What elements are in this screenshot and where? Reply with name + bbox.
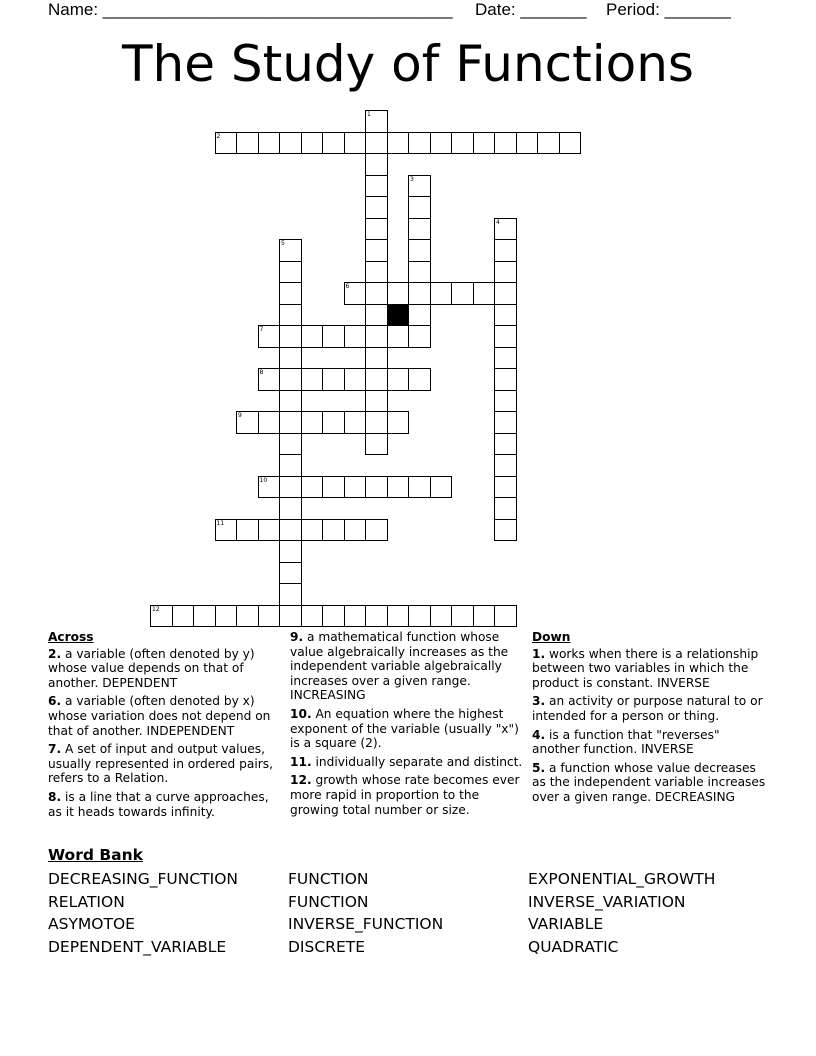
word-bank-item: QUADRATIC bbox=[528, 938, 619, 957]
across-clues-continued bbox=[290, 630, 525, 821]
clue-across-12: 12. growth whose rate becomes ever more rapid in proportion to the growing total number or size. bbox=[290, 773, 520, 817]
grid-cell[interactable] bbox=[387, 368, 410, 391]
grid-cell[interactable] bbox=[430, 132, 453, 155]
grid-cell[interactable] bbox=[365, 175, 388, 198]
clue-number: 10 bbox=[259, 476, 268, 484]
clue-number: 6 bbox=[345, 283, 350, 290]
grid-cell[interactable] bbox=[494, 454, 517, 477]
grid-cell[interactable] bbox=[279, 605, 302, 628]
grid-cell[interactable] bbox=[537, 132, 560, 155]
grid-cell[interactable] bbox=[365, 132, 388, 155]
puzzle-title: The Study of Functions bbox=[122, 35, 694, 93]
grid-cell[interactable] bbox=[193, 605, 216, 628]
grid-cell[interactable] bbox=[279, 325, 302, 348]
grid-cell[interactable] bbox=[430, 476, 453, 499]
grid-cell[interactable] bbox=[279, 261, 302, 284]
date-field[interactable]: Date: _______ bbox=[475, 0, 587, 19]
clue-number: 11 bbox=[216, 519, 225, 527]
grid-cell[interactable] bbox=[408, 196, 431, 219]
grid-cell[interactable] bbox=[451, 605, 474, 628]
clue-down-3: 3. an activity or purpose natural to or intended for a person or thing. bbox=[532, 694, 763, 723]
clue-number: 2 bbox=[216, 132, 221, 140]
clue-down-5: 5. a function whose value decreases as the independent variable increases over a given range. DECREASING bbox=[532, 760, 766, 804]
grid-cell[interactable] bbox=[494, 218, 517, 241]
grid-cell[interactable] bbox=[408, 218, 431, 241]
grid-cell[interactable] bbox=[279, 433, 302, 456]
grid-cell[interactable] bbox=[215, 605, 238, 628]
grid-cell[interactable] bbox=[473, 605, 496, 628]
grid-cell[interactable] bbox=[365, 347, 388, 370]
grid-cell[interactable] bbox=[494, 368, 517, 391]
grid-cell[interactable] bbox=[408, 132, 431, 155]
grid-cell[interactable] bbox=[279, 304, 302, 327]
word-bank-item: DEPENDENT_VARIABLE bbox=[48, 938, 227, 957]
clue-number: 9 bbox=[238, 412, 242, 419]
grid-cell[interactable] bbox=[344, 368, 367, 391]
grid-cell[interactable] bbox=[344, 476, 367, 499]
grid-cell[interactable] bbox=[408, 605, 431, 628]
grid-cell[interactable] bbox=[494, 390, 517, 413]
grid-cell[interactable] bbox=[301, 132, 324, 155]
grid-cell[interactable] bbox=[494, 239, 517, 262]
grid-cell[interactable] bbox=[322, 368, 345, 391]
grid-cell[interactable] bbox=[258, 325, 281, 348]
clue-across-2: 2. a variable (often denoted by y) whose value depends on that of another. DEPENDENT bbox=[48, 646, 255, 690]
grid-cell[interactable] bbox=[451, 282, 474, 305]
word-bank-item: VARIABLE bbox=[528, 915, 604, 934]
word-bank-item: INVERSE_VARIATION bbox=[528, 892, 686, 911]
grid-cell[interactable] bbox=[365, 196, 388, 219]
grid-cell[interactable] bbox=[322, 476, 345, 499]
grid-cell[interactable] bbox=[365, 110, 388, 133]
word-bank-item: FUNCTION bbox=[288, 892, 369, 911]
clue-across-7: 7. A set of input and output values, usually represented in ordered pairs, refers to a Relation. bbox=[48, 742, 273, 786]
grid-cell[interactable] bbox=[279, 476, 302, 499]
grid-cell[interactable] bbox=[473, 282, 496, 305]
grid-cell[interactable] bbox=[408, 325, 431, 348]
grid-cell[interactable] bbox=[365, 153, 388, 176]
grid-cell[interactable] bbox=[365, 476, 388, 499]
grid-cell[interactable] bbox=[494, 325, 517, 348]
grid-cell[interactable] bbox=[258, 411, 281, 434]
grid-cell[interactable] bbox=[494, 411, 517, 434]
grid-cell[interactable] bbox=[279, 583, 302, 606]
grid-cell[interactable] bbox=[301, 368, 324, 391]
down-heading: Down bbox=[532, 630, 571, 644]
grid-cell[interactable] bbox=[408, 476, 431, 499]
grid-cell[interactable] bbox=[387, 605, 410, 628]
word-bank-item: EXPONENTIAL_GROWTH bbox=[528, 870, 716, 888]
grid-cell[interactable] bbox=[344, 605, 367, 628]
grid-cell[interactable] bbox=[279, 390, 302, 413]
grid-cell[interactable] bbox=[494, 282, 517, 305]
grid-cell[interactable] bbox=[408, 368, 431, 391]
grid-cell[interactable] bbox=[301, 605, 324, 628]
grid-cell[interactable] bbox=[494, 605, 517, 628]
grid-cell[interactable] bbox=[344, 132, 367, 155]
grid-cell[interactable] bbox=[236, 411, 259, 434]
grid-cell[interactable] bbox=[451, 132, 474, 155]
grid-cell[interactable] bbox=[365, 304, 388, 327]
grid-cell[interactable] bbox=[494, 347, 517, 370]
grid-cell[interactable] bbox=[301, 519, 324, 542]
clue-across-9: 9. a mathematical function whose value algebraically increases as the independent variable algebraically increases over a given range. INCREASING bbox=[290, 630, 509, 703]
grid-cell[interactable] bbox=[322, 519, 345, 542]
grid-cell[interactable] bbox=[408, 282, 431, 305]
grid-cell[interactable] bbox=[279, 347, 302, 370]
grid-cell[interactable] bbox=[279, 368, 302, 391]
grid-cell[interactable] bbox=[365, 325, 388, 348]
grid-cell[interactable] bbox=[408, 261, 431, 284]
grid-cell[interactable] bbox=[387, 476, 410, 499]
grid-cell[interactable] bbox=[322, 132, 345, 155]
clue-across-6: 6. a variable (often denoted by x) whose variation does not depend on that of another. INDEPENDENT bbox=[48, 694, 271, 738]
word-bank-column-2 bbox=[288, 868, 443, 959]
grid-cell[interactable] bbox=[344, 325, 367, 348]
grid-cell[interactable] bbox=[387, 132, 410, 155]
clue-number: 12 bbox=[152, 605, 160, 613]
grid-cell[interactable] bbox=[494, 261, 517, 284]
across-clues bbox=[48, 630, 283, 823]
grid-cell[interactable] bbox=[236, 132, 259, 155]
grid-cell[interactable] bbox=[344, 411, 367, 434]
grid-cell[interactable] bbox=[365, 261, 388, 284]
grid-cell[interactable] bbox=[365, 433, 388, 456]
grid-cell[interactable] bbox=[301, 325, 324, 348]
grid-cell[interactable] bbox=[494, 132, 517, 155]
grid-cell[interactable] bbox=[365, 519, 388, 542]
grid-cell[interactable] bbox=[279, 497, 302, 520]
grid-cell[interactable] bbox=[150, 605, 173, 628]
grid-cell[interactable] bbox=[279, 562, 302, 585]
grid-cell[interactable] bbox=[408, 175, 431, 198]
down-clues bbox=[532, 630, 768, 809]
grid-cell[interactable] bbox=[516, 132, 539, 155]
grid-cell[interactable] bbox=[279, 454, 302, 477]
grid-cell[interactable] bbox=[236, 605, 259, 628]
grid-cell[interactable] bbox=[430, 282, 453, 305]
black-square bbox=[387, 304, 410, 327]
word-bank-column-1 bbox=[48, 868, 238, 959]
grid-cell[interactable] bbox=[215, 132, 238, 155]
word-bank-title: Word Bank bbox=[48, 846, 143, 864]
word-bank-item: DISCRETE bbox=[288, 938, 365, 957]
word-bank-item: FUNCTION bbox=[288, 870, 369, 888]
grid-cell[interactable] bbox=[365, 282, 388, 305]
clue-number: 8 bbox=[259, 369, 264, 376]
grid-cell[interactable] bbox=[365, 218, 388, 241]
grid-cell[interactable] bbox=[365, 239, 388, 262]
across-heading: Across bbox=[48, 630, 94, 644]
grid-cell[interactable] bbox=[365, 411, 388, 434]
grid-cell[interactable] bbox=[279, 132, 302, 155]
grid-cell[interactable] bbox=[258, 132, 281, 155]
grid-cell[interactable] bbox=[494, 433, 517, 456]
word-bank-item: INVERSE_FUNCTION bbox=[288, 915, 444, 934]
grid-cell[interactable] bbox=[408, 304, 431, 327]
period-field[interactable]: Period: _______ bbox=[606, 0, 731, 19]
grid-cell[interactable] bbox=[279, 519, 302, 542]
clue-down-4: 4. is a function that "reverses" another function. INVERSE bbox=[532, 727, 720, 757]
grid-cell[interactable] bbox=[215, 519, 238, 542]
grid-cell[interactable] bbox=[301, 476, 324, 499]
clue-number: 5 bbox=[281, 240, 285, 247]
clue-across-10: 10. An equation where the highest exponent of the variable (usually "x") is a square (2). bbox=[290, 706, 519, 751]
name-field[interactable]: Name: _____________________________________ bbox=[48, 0, 453, 19]
grid-cell[interactable] bbox=[322, 605, 345, 628]
clue-number: 3 bbox=[410, 175, 414, 183]
grid-cell[interactable] bbox=[365, 390, 388, 413]
grid-cell[interactable] bbox=[279, 540, 302, 563]
grid-cell[interactable] bbox=[258, 605, 281, 628]
grid-cell[interactable] bbox=[279, 239, 302, 262]
grid-cell[interactable] bbox=[494, 304, 517, 327]
grid-cell[interactable] bbox=[172, 605, 195, 628]
grid-cell[interactable] bbox=[494, 497, 517, 520]
clue-down-1: 1. works when there is a relationship between two variables in which the product is constant. INVERSE bbox=[532, 646, 759, 690]
word-bank-item: ASYMOTOE bbox=[48, 915, 135, 934]
grid-cell[interactable] bbox=[408, 239, 431, 262]
grid-cell[interactable] bbox=[279, 282, 302, 305]
clue-number: 7 bbox=[259, 326, 264, 333]
grid-cell[interactable] bbox=[258, 519, 281, 542]
grid-cell[interactable] bbox=[365, 605, 388, 628]
grid-cell[interactable] bbox=[322, 325, 345, 348]
grid-cell[interactable] bbox=[387, 282, 410, 305]
grid-cell[interactable] bbox=[430, 605, 453, 628]
word-bank-item: RELATION bbox=[48, 892, 125, 911]
grid-cell[interactable] bbox=[344, 519, 367, 542]
grid-cell[interactable] bbox=[494, 519, 517, 542]
grid-cell[interactable] bbox=[344, 282, 367, 305]
grid-cell[interactable] bbox=[258, 476, 281, 499]
clue-number: 4 bbox=[496, 218, 500, 226]
grid-cell[interactable] bbox=[387, 325, 410, 348]
grid-cell[interactable] bbox=[559, 132, 582, 155]
grid-cell[interactable] bbox=[322, 411, 345, 434]
grid-cell[interactable] bbox=[258, 368, 281, 391]
grid-cell[interactable] bbox=[236, 519, 259, 542]
word-bank-column-3 bbox=[528, 868, 715, 959]
grid-cell[interactable] bbox=[473, 132, 496, 155]
grid-cell[interactable] bbox=[301, 411, 324, 434]
clue-across-8: 8. is a line that a curve approaches, as it heads towards infinity. bbox=[48, 789, 269, 819]
grid-cell[interactable] bbox=[387, 411, 410, 434]
clue-across-11: 11. individually separate and distinct. bbox=[290, 754, 523, 769]
grid-cell[interactable] bbox=[279, 411, 302, 434]
grid-cell[interactable] bbox=[365, 368, 388, 391]
word-bank-item: DECREASING_FUNCTION bbox=[48, 870, 238, 888]
grid-cell[interactable] bbox=[494, 476, 517, 499]
clue-number: 1 bbox=[367, 111, 371, 118]
